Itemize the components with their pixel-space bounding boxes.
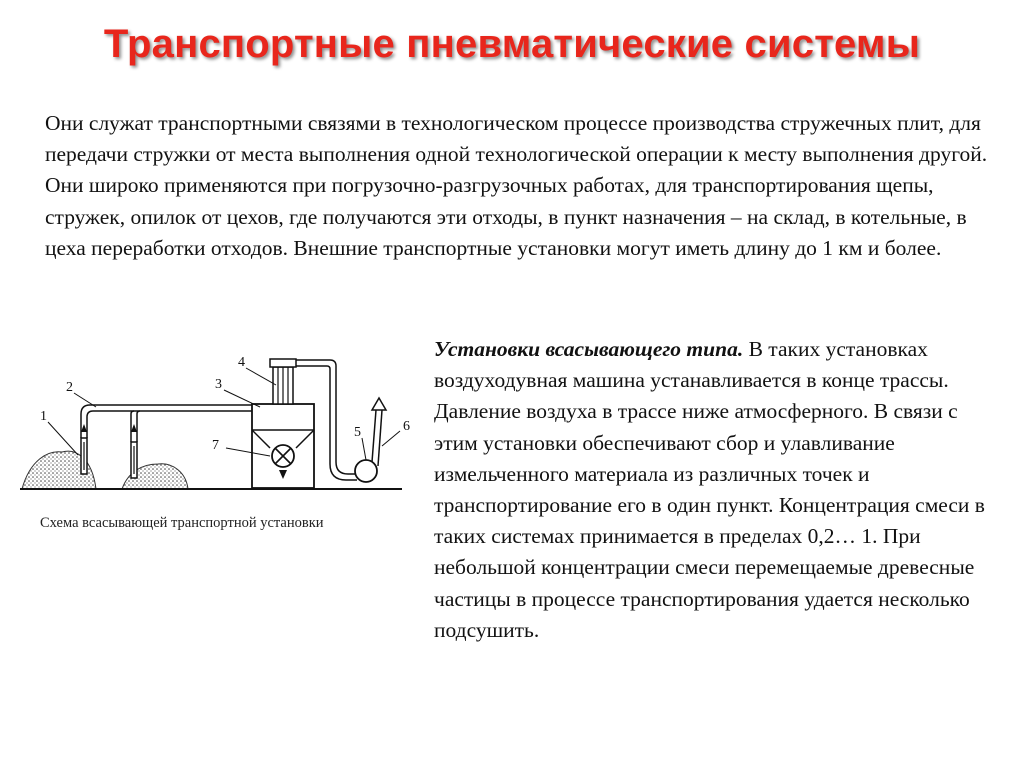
arrow-up-icon [81, 424, 87, 432]
section-body: В таких установках воздуходувная машина устанавливается в конце трассы. Давление воздуха в трассе ниже атмосферного. В связи с этим установки обеспечивают сбор и улавливание измельченного материала из различных точек и транспортирование его в один пункт. Концентрация смеси в таких системах принимается в пределах 0,2… 1. При небольшой концентрации смеси перемещаемые древесные частицы в процессе транспортирования удается несколько подсушить. [434, 337, 985, 642]
label-3: 3 [215, 377, 222, 392]
exhaust-arrow-icon [372, 398, 386, 410]
fan-blower [355, 460, 377, 482]
slide-title: Транспортные пневматические системы [103, 22, 921, 66]
label-7: 7 [212, 438, 219, 453]
intro-paragraph: Они служат транспортными связями в технологическом процессе производства стружечных плит, для передачи стружки от места выполнения одной технологической операции к месту выполнения другой. Они широко применяются при погрузочно-разгрузочных работах, для транспортирования щепы, стружек, опилок от цехов, где получаются эти отходы, в пункт назначения – на склад, в котельные, в цеха переработки отходов. Внешние транспортные установки могут иметь длину до 1 км и более. [45, 111, 988, 260]
label-4: 4 [238, 355, 245, 370]
arrow-up-icon [131, 424, 137, 432]
pipeline [81, 405, 252, 438]
label-2: 2 [66, 380, 73, 395]
label-6: 6 [403, 419, 410, 434]
diagram-caption: Схема всасывающей транспортной установки [40, 515, 324, 531]
label-5: 5 [354, 425, 361, 440]
suction-system-diagram [0, 340, 420, 510]
suction-type-paragraph [434, 334, 1004, 646]
label-1: 1 [40, 409, 47, 424]
section-heading: Установки всасывающего типа. [434, 337, 744, 361]
